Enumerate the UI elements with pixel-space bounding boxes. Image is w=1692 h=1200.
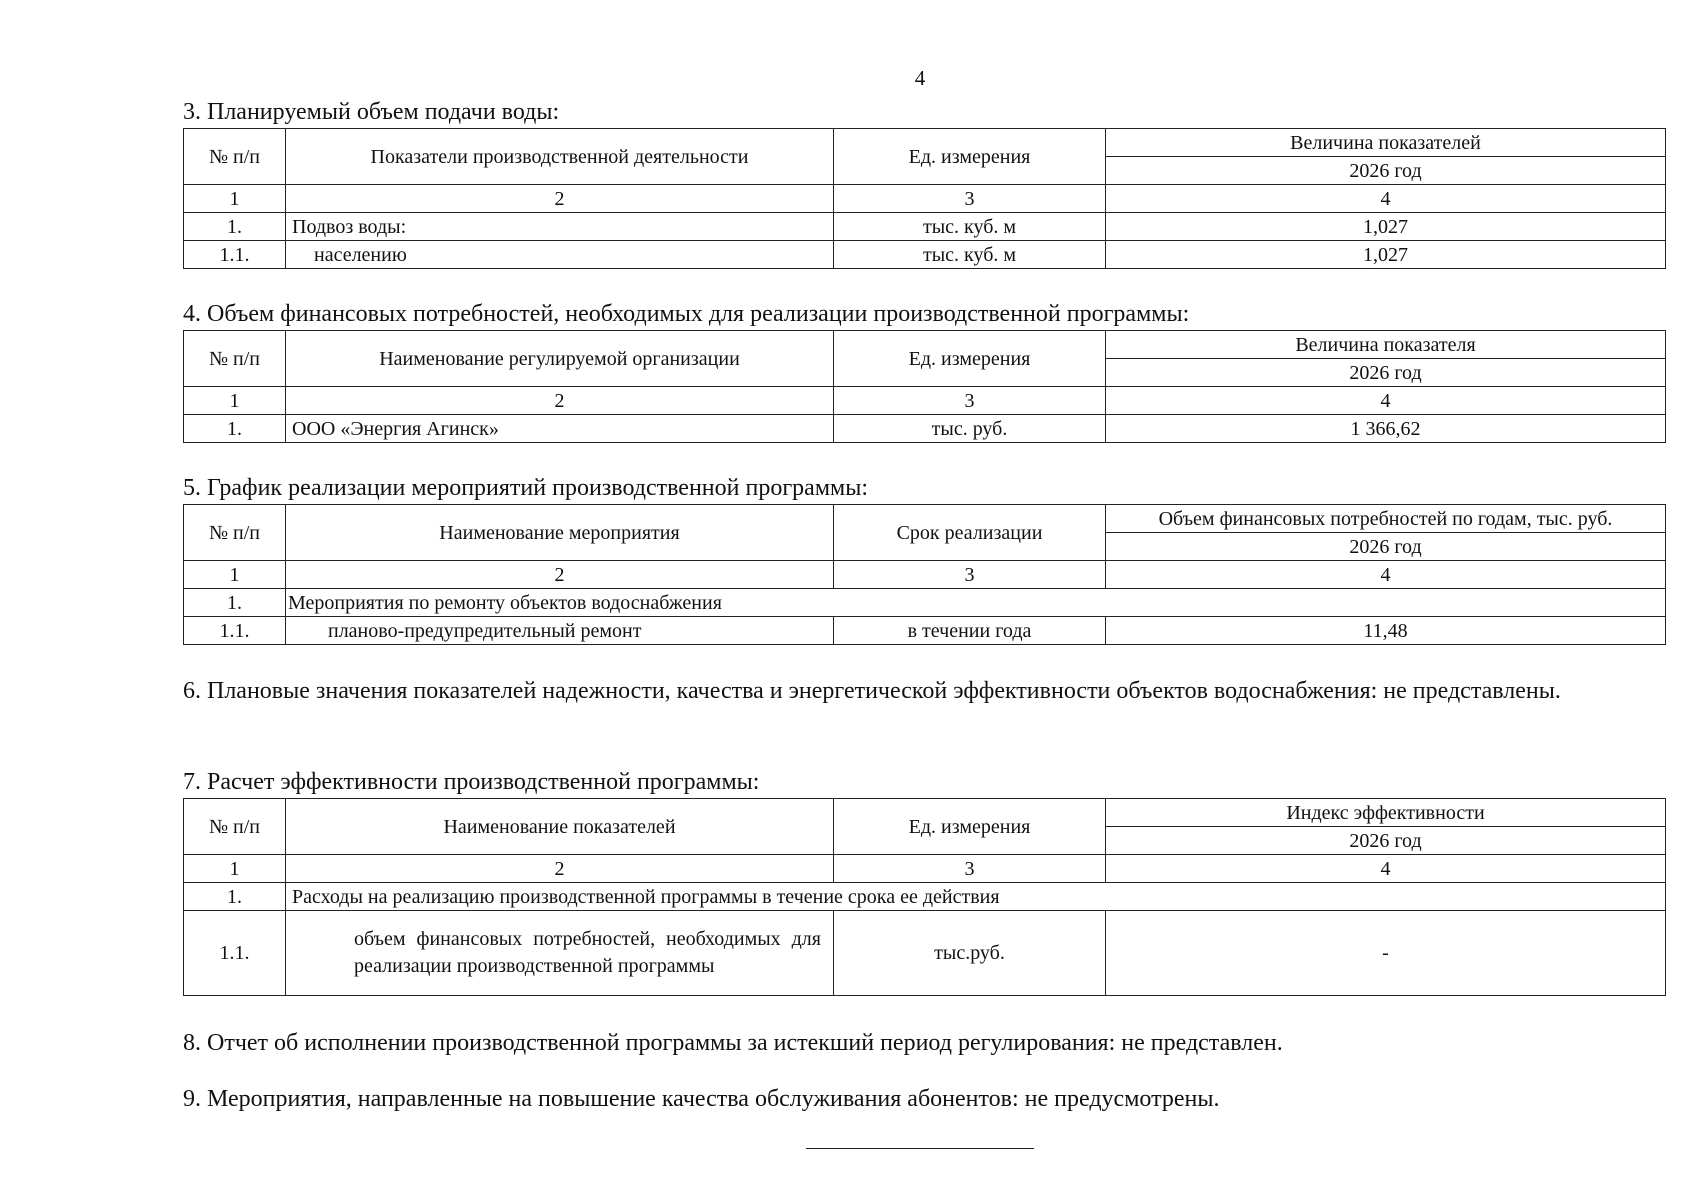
col-number-4: 4 — [1106, 185, 1666, 213]
group-num: 1. — [184, 883, 286, 911]
row-num: 1. — [184, 213, 286, 241]
section-financial-needs — [183, 300, 1665, 443]
row-value: 1 366,62 — [1106, 415, 1666, 443]
col-number-4: 4 — [1106, 561, 1666, 589]
group-num: 1. — [184, 589, 286, 617]
header-year: 2026 год — [1106, 827, 1666, 855]
header-unit: Ед. измерения — [834, 331, 1106, 387]
efficiency-table — [183, 798, 1666, 996]
table-group-row — [184, 589, 1666, 617]
schedule-table — [183, 504, 1666, 645]
section-efficiency — [183, 768, 1665, 996]
header-indicators: Показатели производственной деятельности — [286, 129, 834, 185]
closing-line — [806, 1148, 1034, 1149]
group-name: Расходы на реализацию производственной программы в течение срока ее действия — [286, 883, 1666, 911]
col-number-3: 3 — [834, 855, 1106, 883]
col-number-3: 3 — [834, 185, 1106, 213]
header-unit: Ед. измерения — [834, 799, 1106, 855]
row-num: 1.1. — [184, 241, 286, 269]
table-row — [184, 911, 1666, 996]
financial-needs-table — [183, 330, 1666, 443]
row-name: населению — [286, 241, 834, 269]
section3-title: 3. Планируемый объем подачи воды: — [183, 99, 560, 125]
col-number-2: 2 — [286, 387, 834, 415]
col-number-2: 2 — [286, 561, 834, 589]
water-supply-table — [183, 128, 1666, 269]
col-number-2: 2 — [286, 855, 834, 883]
table-row — [184, 617, 1666, 645]
header-term: Срок реализации — [834, 505, 1106, 561]
row-value: 1,027 — [1106, 213, 1666, 241]
col-number-3: 3 — [834, 561, 1106, 589]
section7-title: 7. Расчет эффективности производственной программы: — [183, 769, 760, 795]
row-name: ООО «Энергия Агинск» — [286, 415, 834, 443]
header-values: Величина показателей — [1106, 129, 1666, 157]
row-name: планово-предупредительный ремонт — [286, 617, 834, 645]
section9-text: 9. Мероприятия, направленные на повышение качества обслуживания абонентов: не предусмотрены. — [183, 1086, 1220, 1112]
section4-title: 4. Объем финансовых потребностей, необходимых для реализации производственной программы: — [183, 301, 1190, 327]
section-water-supply-volume — [183, 98, 1665, 269]
row-unit: тыс. куб. м — [834, 213, 1106, 241]
row-term: в течении года — [834, 617, 1106, 645]
col-number-1: 1 — [184, 855, 286, 883]
row-unit: тыс. куб. м — [834, 241, 1106, 269]
row-value: 1,027 — [1106, 241, 1666, 269]
col-number-3: 3 — [834, 387, 1106, 415]
header-efficiency-index: Индекс эффективности — [1106, 799, 1666, 827]
col-number-1: 1 — [184, 387, 286, 415]
section5-title: 5. График реализации мероприятий производственной программы: — [183, 475, 868, 501]
col-number-1: 1 — [184, 185, 286, 213]
header-year: 2026 год — [1106, 157, 1666, 185]
row-name: объем финансовых потребностей, необходимых для реализации производственной программы — [286, 911, 834, 996]
group-name: Мероприятия по ремонту объектов водоснабжения — [286, 589, 1666, 617]
row-unit: тыс. руб. — [834, 415, 1106, 443]
row-num: 1.1. — [184, 617, 286, 645]
col-number-4: 4 — [1106, 387, 1666, 415]
table-row — [184, 241, 1666, 269]
row-num: 1. — [184, 415, 286, 443]
section8-text: 8. Отчет об исполнении производственной программы за истекший период регулирования: не представлен. — [183, 1030, 1283, 1056]
col-number-4: 4 — [1106, 855, 1666, 883]
row-value: 11,48 — [1106, 617, 1666, 645]
header-unit: Ед. измерения — [834, 129, 1106, 185]
header-year: 2026 год — [1106, 359, 1666, 387]
page-number: 4 — [914, 66, 926, 90]
section-schedule — [183, 474, 1665, 645]
header-value: Величина показателя — [1106, 331, 1666, 359]
col-number-1: 1 — [184, 561, 286, 589]
section6-text: 6. Плановые значения показателей надежности, качества и энергетической эффективности объектов водоснабжения: не представлены. — [183, 678, 1561, 704]
header-indicators: Наименование показателей — [286, 799, 834, 855]
row-unit: тыс.руб. — [834, 911, 1106, 996]
row-value: - — [1106, 911, 1666, 996]
table-row — [184, 213, 1666, 241]
header-financial-by-year: Объем финансовых потребностей по годам, тыс. руб. — [1106, 505, 1666, 533]
row-name: Подвоз воды: — [286, 213, 834, 241]
header-num: № п/п — [184, 505, 286, 561]
header-year: 2026 год — [1106, 533, 1666, 561]
table-group-row — [184, 883, 1666, 911]
header-num: № п/п — [184, 799, 286, 855]
header-organization: Наименование регулируемой организации — [286, 331, 834, 387]
header-measure: Наименование мероприятия — [286, 505, 834, 561]
col-number-2: 2 — [286, 185, 834, 213]
table-row — [184, 415, 1666, 443]
row-num: 1.1. — [184, 911, 286, 996]
header-num: № п/п — [184, 129, 286, 185]
header-num: № п/п — [184, 331, 286, 387]
